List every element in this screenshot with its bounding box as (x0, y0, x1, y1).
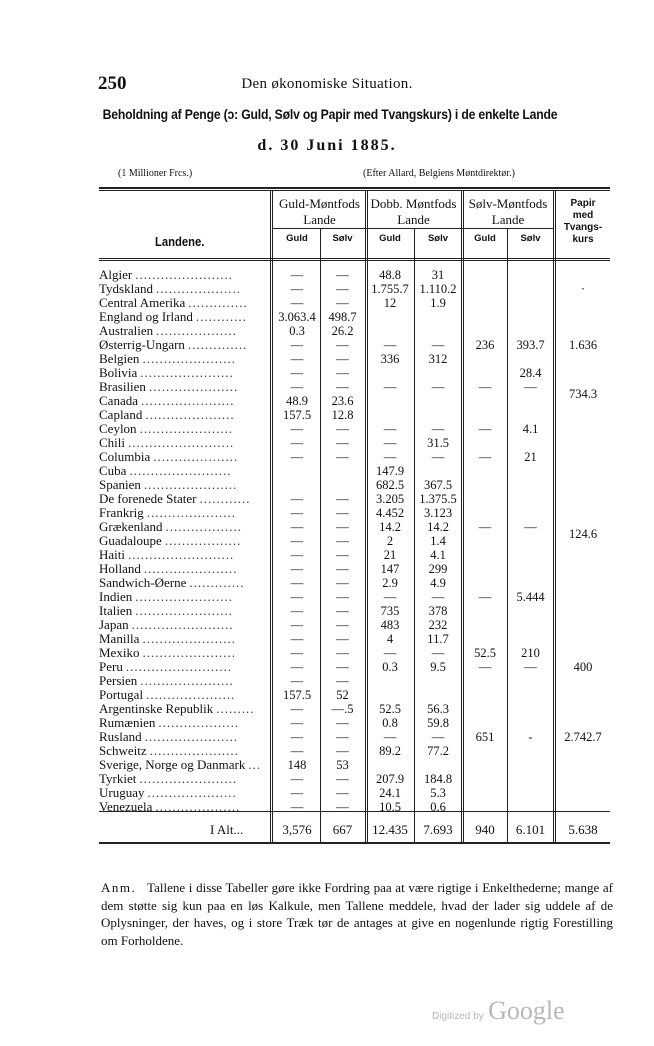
table-cell: — (336, 744, 349, 758)
table-cell: — (524, 380, 537, 394)
country-name: Brasilien (99, 379, 146, 394)
table-cell: 4.1 (430, 548, 446, 562)
table-cell: — (336, 534, 349, 548)
table-cell: 28.4 (519, 366, 542, 380)
watermark-brand: Google (488, 996, 565, 1025)
table-cell: 52.5 (474, 646, 496, 660)
table-cell: — (290, 716, 304, 730)
table-cell: 14.2 (379, 520, 401, 534)
table-cell: — (336, 618, 349, 632)
solv-subheader-1: Sølv (332, 233, 353, 244)
total-cell: 12.435 (372, 822, 408, 837)
table-cell: 210 (521, 646, 540, 660)
table-cell: — (290, 744, 304, 758)
country-name: Ceylon (99, 421, 137, 436)
table-cell: — (431, 338, 445, 352)
column-rule (272, 190, 273, 844)
footnote-text: Tallene i disse Tabeller gøre ikke Fordring paa at være rigtige i Enkelthederne; mange af dem støtte sig kun paa en løs Kalkule, men Tallene meddele, hvad der lader sig uddele af de Oplysninger, der haves, og i store Træk tør de antages at give en nogenlunde rigtig Forestilling om Forholdene. (101, 880, 614, 948)
table-cell: 89.2 (379, 744, 401, 758)
table-cell: — (336, 450, 349, 464)
table-cell: — (290, 674, 304, 688)
table-cell: 4.1 (522, 422, 539, 436)
table-cell: — (290, 702, 304, 716)
guld-subheader-1: Guld (286, 233, 308, 244)
table-cell: 1.9 (430, 296, 446, 310)
country-name: Tyrkiet (99, 771, 137, 786)
table-cell: 5.444 (516, 590, 545, 604)
total-cell: 7.693 (423, 822, 453, 837)
table-cell: — (431, 450, 445, 464)
table-cell: 48.8 (379, 268, 401, 282)
leader-dots: ............ (195, 310, 247, 324)
table-cell: 4.9 (430, 576, 446, 590)
table-cell: 23.6 (331, 394, 354, 408)
leader-dots: ...................... (142, 646, 236, 660)
table-cell: — (336, 716, 349, 730)
table-cell: — (290, 800, 304, 814)
table-cell: — (383, 590, 397, 604)
table-cell: — (290, 422, 304, 436)
country-name: Chili (99, 435, 126, 450)
leader-dots: ................... (156, 324, 237, 338)
leader-dots: ........................ (129, 464, 232, 478)
leader-dots: ..................... (145, 408, 235, 422)
unit-note: (1 Millioner Frcs.) (118, 168, 193, 179)
table-cell: 24.1 (379, 786, 401, 800)
table-cell: — (336, 380, 349, 394)
table-cell: 3.123 (423, 506, 453, 520)
table-cell: 2.742.7 (564, 730, 602, 744)
guld-subheader-2: Guld (379, 233, 401, 244)
column-rule (270, 190, 271, 844)
table-cell: — (336, 338, 349, 352)
column-rule (463, 190, 464, 844)
country-name: Tydskland (99, 281, 153, 296)
country-name: Rumænien (99, 715, 156, 730)
column-rule (320, 228, 321, 844)
table-cell: 3.205 (375, 492, 405, 506)
table-cell: — (336, 730, 349, 744)
table-cell: — (383, 730, 397, 744)
table-cell: — (383, 646, 397, 660)
table-cell: 52 (336, 688, 349, 702)
table-cell: — (290, 366, 304, 380)
leader-dots: ........................ (131, 618, 234, 632)
country-name: Belgien (99, 351, 140, 366)
table-cell: — (478, 590, 492, 604)
table-cell: 1.375.5 (419, 492, 457, 506)
table-cell: — (290, 282, 304, 296)
leader-dots: .................. (165, 520, 243, 534)
table-date: d. 30 Juni 1885. (257, 137, 397, 154)
table-cell: — (336, 604, 349, 618)
country-name: Spanien (99, 477, 141, 492)
table-cell: — (290, 450, 304, 464)
papir-header: Papir med Tvangs- kurs (563, 198, 603, 245)
leader-dots: ....................... (139, 772, 238, 786)
table-cell: 2 (386, 534, 394, 548)
leader-dots: .................... (153, 450, 239, 464)
footnote (101, 879, 613, 949)
table-cell: — (431, 380, 445, 394)
leader-dots: .............. (187, 338, 248, 352)
table-cell: —.5 (331, 702, 354, 716)
table-cell: 31.5 (427, 436, 449, 450)
table-cell: — (336, 506, 349, 520)
leader-dots: ......................... (125, 660, 233, 674)
country-name: Uruguay (99, 785, 145, 800)
table-cell: 393.7 (516, 338, 545, 352)
table-cell: 184.8 (423, 772, 453, 786)
table-cell: — (478, 422, 492, 436)
table-cell: 11.7 (427, 632, 449, 646)
solv-subheader-3: Sølv (520, 233, 541, 244)
table-cell: 483 (380, 618, 400, 632)
country-name: Italien (99, 603, 133, 618)
table-cell: 14.2 (427, 520, 449, 534)
column-rule (367, 190, 368, 844)
table-cell: 53 (336, 758, 349, 772)
table-cell: 0.3 (382, 660, 398, 674)
table-cell: — (290, 786, 304, 800)
leader-dots: ....................... (135, 590, 233, 604)
country-name: Guadaloupe (99, 533, 162, 548)
column-rule (507, 228, 508, 844)
table-cell: — (336, 282, 349, 296)
table-cell: 5.3 (430, 786, 446, 800)
table-cell: — (290, 520, 304, 534)
table-cell: — (336, 296, 349, 310)
country-name: Columbia (99, 449, 151, 464)
leader-dots: ..................... (146, 688, 236, 702)
table-cell: 59.8 (427, 716, 449, 730)
table-cell: — (383, 450, 397, 464)
table-top-rule-thin (99, 190, 610, 191)
subheader-rule (273, 228, 553, 229)
table-cell: — (524, 520, 537, 534)
table-cell: - (528, 730, 533, 744)
table-cell: — (290, 436, 304, 450)
table-cell: 12 (383, 296, 397, 310)
table-cell: 367.5 (423, 478, 453, 492)
country-name: Canada (99, 393, 138, 408)
guld-group-header: Guld-Møntfods Lande (279, 196, 360, 227)
total-label: I Alt... (210, 822, 244, 837)
guld-subheader-3: Guld (474, 233, 496, 244)
leader-dots: ..................... (147, 786, 237, 800)
leader-dots: ....................... (135, 604, 233, 618)
column-rule (365, 190, 366, 844)
country-name: Indien (99, 589, 133, 604)
country-name: Manilla (99, 631, 140, 646)
table-cell: — (290, 632, 304, 646)
page-number: 250 (98, 73, 127, 94)
table-cell: — (431, 422, 445, 436)
leader-dots: .................. (164, 534, 242, 548)
leader-dots: ..................... (149, 744, 239, 758)
leader-dots: ..................... (148, 380, 239, 394)
table-cell: — (383, 436, 397, 450)
column-rule (553, 190, 554, 844)
table-cell: 157.5 (282, 688, 312, 702)
table-cell: — (336, 590, 349, 604)
table-cell: 232 (428, 618, 448, 632)
total-cell: 3,576 (282, 822, 312, 837)
table-cell: 207.9 (375, 772, 405, 786)
leader-dots: ...................... (143, 478, 238, 492)
table-cell: 1.636 (568, 338, 598, 352)
table-cell: — (290, 646, 304, 660)
leader-dots: ...................... (140, 674, 234, 688)
country-name: Portugal (99, 687, 144, 702)
leader-dots: ................... (158, 716, 240, 730)
table-cell: — (336, 576, 349, 590)
table-cell: — (290, 772, 304, 786)
table-cell: 9.5 (430, 660, 446, 674)
country-name: Holland (99, 561, 141, 576)
table-cell: — (336, 268, 349, 282)
leader-dots: ...................... (140, 394, 235, 408)
table-cell: — (336, 422, 349, 436)
table-cell: 2.9 (382, 576, 398, 590)
table-cell: — (431, 590, 445, 604)
leader-dots: ...................... (142, 352, 236, 366)
table-cell: 735 (380, 604, 400, 618)
country-name: England og Irland (99, 309, 193, 324)
table-cell: — (290, 590, 304, 604)
table-cell: — (478, 660, 492, 674)
table-cell: — (290, 492, 304, 506)
table-cell: 236 (475, 338, 495, 352)
dobb-group-header: Dobb. Møntfods Lande (370, 196, 457, 227)
table-cell: — (290, 296, 304, 310)
country-name: Japan (99, 617, 129, 632)
country-name: Algier (99, 267, 133, 282)
table-cell: — (383, 380, 397, 394)
table-cell: 4 (386, 632, 394, 646)
table-cell: 48.9 (286, 394, 308, 408)
column-rule (555, 190, 556, 844)
table-cell: 0.8 (382, 716, 398, 730)
country-name: Sandwich-Øerne (99, 575, 187, 590)
source-note: (Efter Allard, Belgiens Møntdirektør.) (363, 168, 515, 179)
table-cell: — (431, 730, 445, 744)
table-cell: — (478, 380, 492, 394)
table-cell: 1.110.2 (419, 282, 457, 296)
leader-dots: ............. (189, 576, 245, 590)
leader-dots: ............ (199, 492, 251, 506)
country-name: Frankrig (99, 505, 144, 520)
country-name: Bolivia (99, 365, 138, 380)
column-rule (461, 190, 462, 844)
table-cell: — (336, 772, 349, 786)
table-cell: 1.4 (430, 534, 446, 548)
table-cell: — (336, 492, 349, 506)
table-cell: 336 (380, 352, 400, 366)
country-name: De forenede Stater (99, 491, 197, 506)
papir-span-value: 124.6 (568, 527, 598, 541)
table-cell: 147.9 (375, 464, 405, 478)
table-cell: 147 (380, 562, 400, 576)
table-cell: 56.3 (427, 702, 449, 716)
footnote-label: Anm. (101, 880, 137, 895)
leader-dots: ... (248, 758, 262, 772)
leader-dots: ...................... (140, 366, 234, 380)
running-head: Den økonomiske Situation. (241, 76, 413, 92)
leader-dots: .................... (155, 800, 241, 814)
table-cell: — (336, 800, 349, 814)
table-cell: — (336, 632, 349, 646)
leader-dots: ...................... (142, 632, 236, 646)
google-watermark (432, 996, 565, 1026)
total-cell: 5.638 (568, 822, 598, 837)
leader-dots: ...................... (144, 730, 239, 744)
country-name: Mexiko (99, 645, 140, 660)
table-cell: 312 (428, 352, 448, 366)
total-cell: 940 (475, 822, 495, 837)
country-name: Sverige, Norge og Danmark (99, 757, 246, 772)
table-cell: 682.5 (375, 478, 405, 492)
total-cell: 667 (332, 822, 353, 837)
table-cell: 148 (287, 758, 307, 772)
table-top-rule (99, 187, 610, 189)
country-name: Argentinske Republik (99, 701, 214, 716)
table-cell: — (290, 380, 304, 394)
table-cell: — (290, 338, 304, 352)
solv-subheader-2: Sølv (427, 233, 449, 244)
table-cell: — (336, 366, 349, 380)
leader-dots: ......................... (128, 548, 235, 562)
leader-dots: ......................... (128, 436, 235, 450)
table-cell: 21 (524, 450, 537, 464)
table-cell: — (336, 562, 349, 576)
country-name: Persien (99, 673, 138, 688)
table-cell: — (290, 576, 304, 590)
table-bottom-rule (99, 842, 610, 844)
table-cell: — (290, 730, 304, 744)
table-cell: — (524, 660, 537, 674)
table-title: Beholdning af Penge (ↄ: Guld, Sølv og Papir med Tvangskurs) i de enkelte Lande (102, 106, 558, 122)
table-cell: 651 (475, 730, 495, 744)
header-bottom-rule (99, 258, 610, 259)
table-cell: — (290, 352, 304, 366)
solv-group-header: Sølv-Møntfods Lande (468, 196, 548, 227)
watermark-prefix: Digitized by (432, 1011, 484, 1022)
table-cell: 10.5 (379, 800, 401, 814)
table-cell: — (478, 450, 492, 464)
leader-dots: ...................... (139, 422, 234, 436)
table-cell: 26.2 (331, 324, 354, 338)
table-cell: 4.452 (375, 506, 405, 520)
table-cell: — (336, 352, 349, 366)
table-cell: — (336, 674, 349, 688)
table-cell: — (336, 646, 349, 660)
table-cell: — (336, 520, 349, 534)
leader-dots: ....................... (135, 268, 233, 282)
table-cell: · (580, 282, 586, 296)
table-cell: — (290, 660, 304, 674)
table-cell: — (290, 618, 304, 632)
table-cell: 299 (428, 562, 448, 576)
country-name: Haiti (99, 547, 125, 562)
table-cell: — (290, 604, 304, 618)
leader-dots: .................... (155, 282, 241, 296)
country-name: Venezuela (99, 799, 153, 814)
table-cell: 498.7 (328, 310, 357, 324)
table-cell: — (336, 786, 349, 800)
table-cell: 0.3 (289, 324, 305, 338)
leader-dots: ..................... (146, 506, 237, 520)
table-cell: — (383, 338, 397, 352)
table-cell: — (290, 506, 304, 520)
table-cell: 52.5 (379, 702, 401, 716)
table-cell: 157.5 (282, 408, 312, 422)
country-name: Østerrig-Ungarn (99, 337, 185, 352)
table-cell: 12.8 (331, 408, 354, 422)
landene-header: Landene. (155, 235, 205, 249)
table-cell: — (336, 548, 349, 562)
leader-dots: .............. (188, 296, 248, 310)
column-rule (414, 228, 415, 844)
table-cell: 77.2 (427, 744, 449, 758)
table-cell: 3.063.4 (278, 310, 316, 324)
table-cell: 1.755.7 (371, 282, 409, 296)
total-cell: 6.101 (515, 822, 546, 837)
table-cell: — (383, 422, 397, 436)
table-cell: 0.6 (430, 800, 446, 814)
leader-dots: ...................... (143, 562, 238, 576)
country-name: Cuba (99, 463, 127, 478)
country-name: Grækenland (99, 519, 163, 534)
table-cell: — (431, 646, 445, 660)
table-cell: 21 (383, 548, 397, 562)
table-cell: — (290, 268, 304, 282)
table-cell: — (290, 534, 304, 548)
table-cell: — (290, 562, 304, 576)
country-name: Peru (99, 659, 123, 674)
papir-span-value: 734.3 (568, 387, 598, 401)
table-cell: — (290, 548, 304, 562)
country-name: Central Amerika (99, 295, 186, 310)
table-cell: 378 (428, 604, 448, 618)
table-cell: 400 (573, 660, 593, 674)
country-name: Capland (99, 407, 143, 422)
table-cell: 31 (431, 268, 445, 282)
country-name: Australien (99, 323, 154, 338)
table-cell: — (478, 520, 492, 534)
leader-dots: ......... (216, 702, 255, 716)
table-cell: — (336, 436, 349, 450)
header-bottom-rule-double (99, 260, 610, 261)
table-cell: — (336, 660, 349, 674)
country-name: Schweitz (99, 743, 147, 758)
country-name: Rusland (99, 729, 142, 744)
